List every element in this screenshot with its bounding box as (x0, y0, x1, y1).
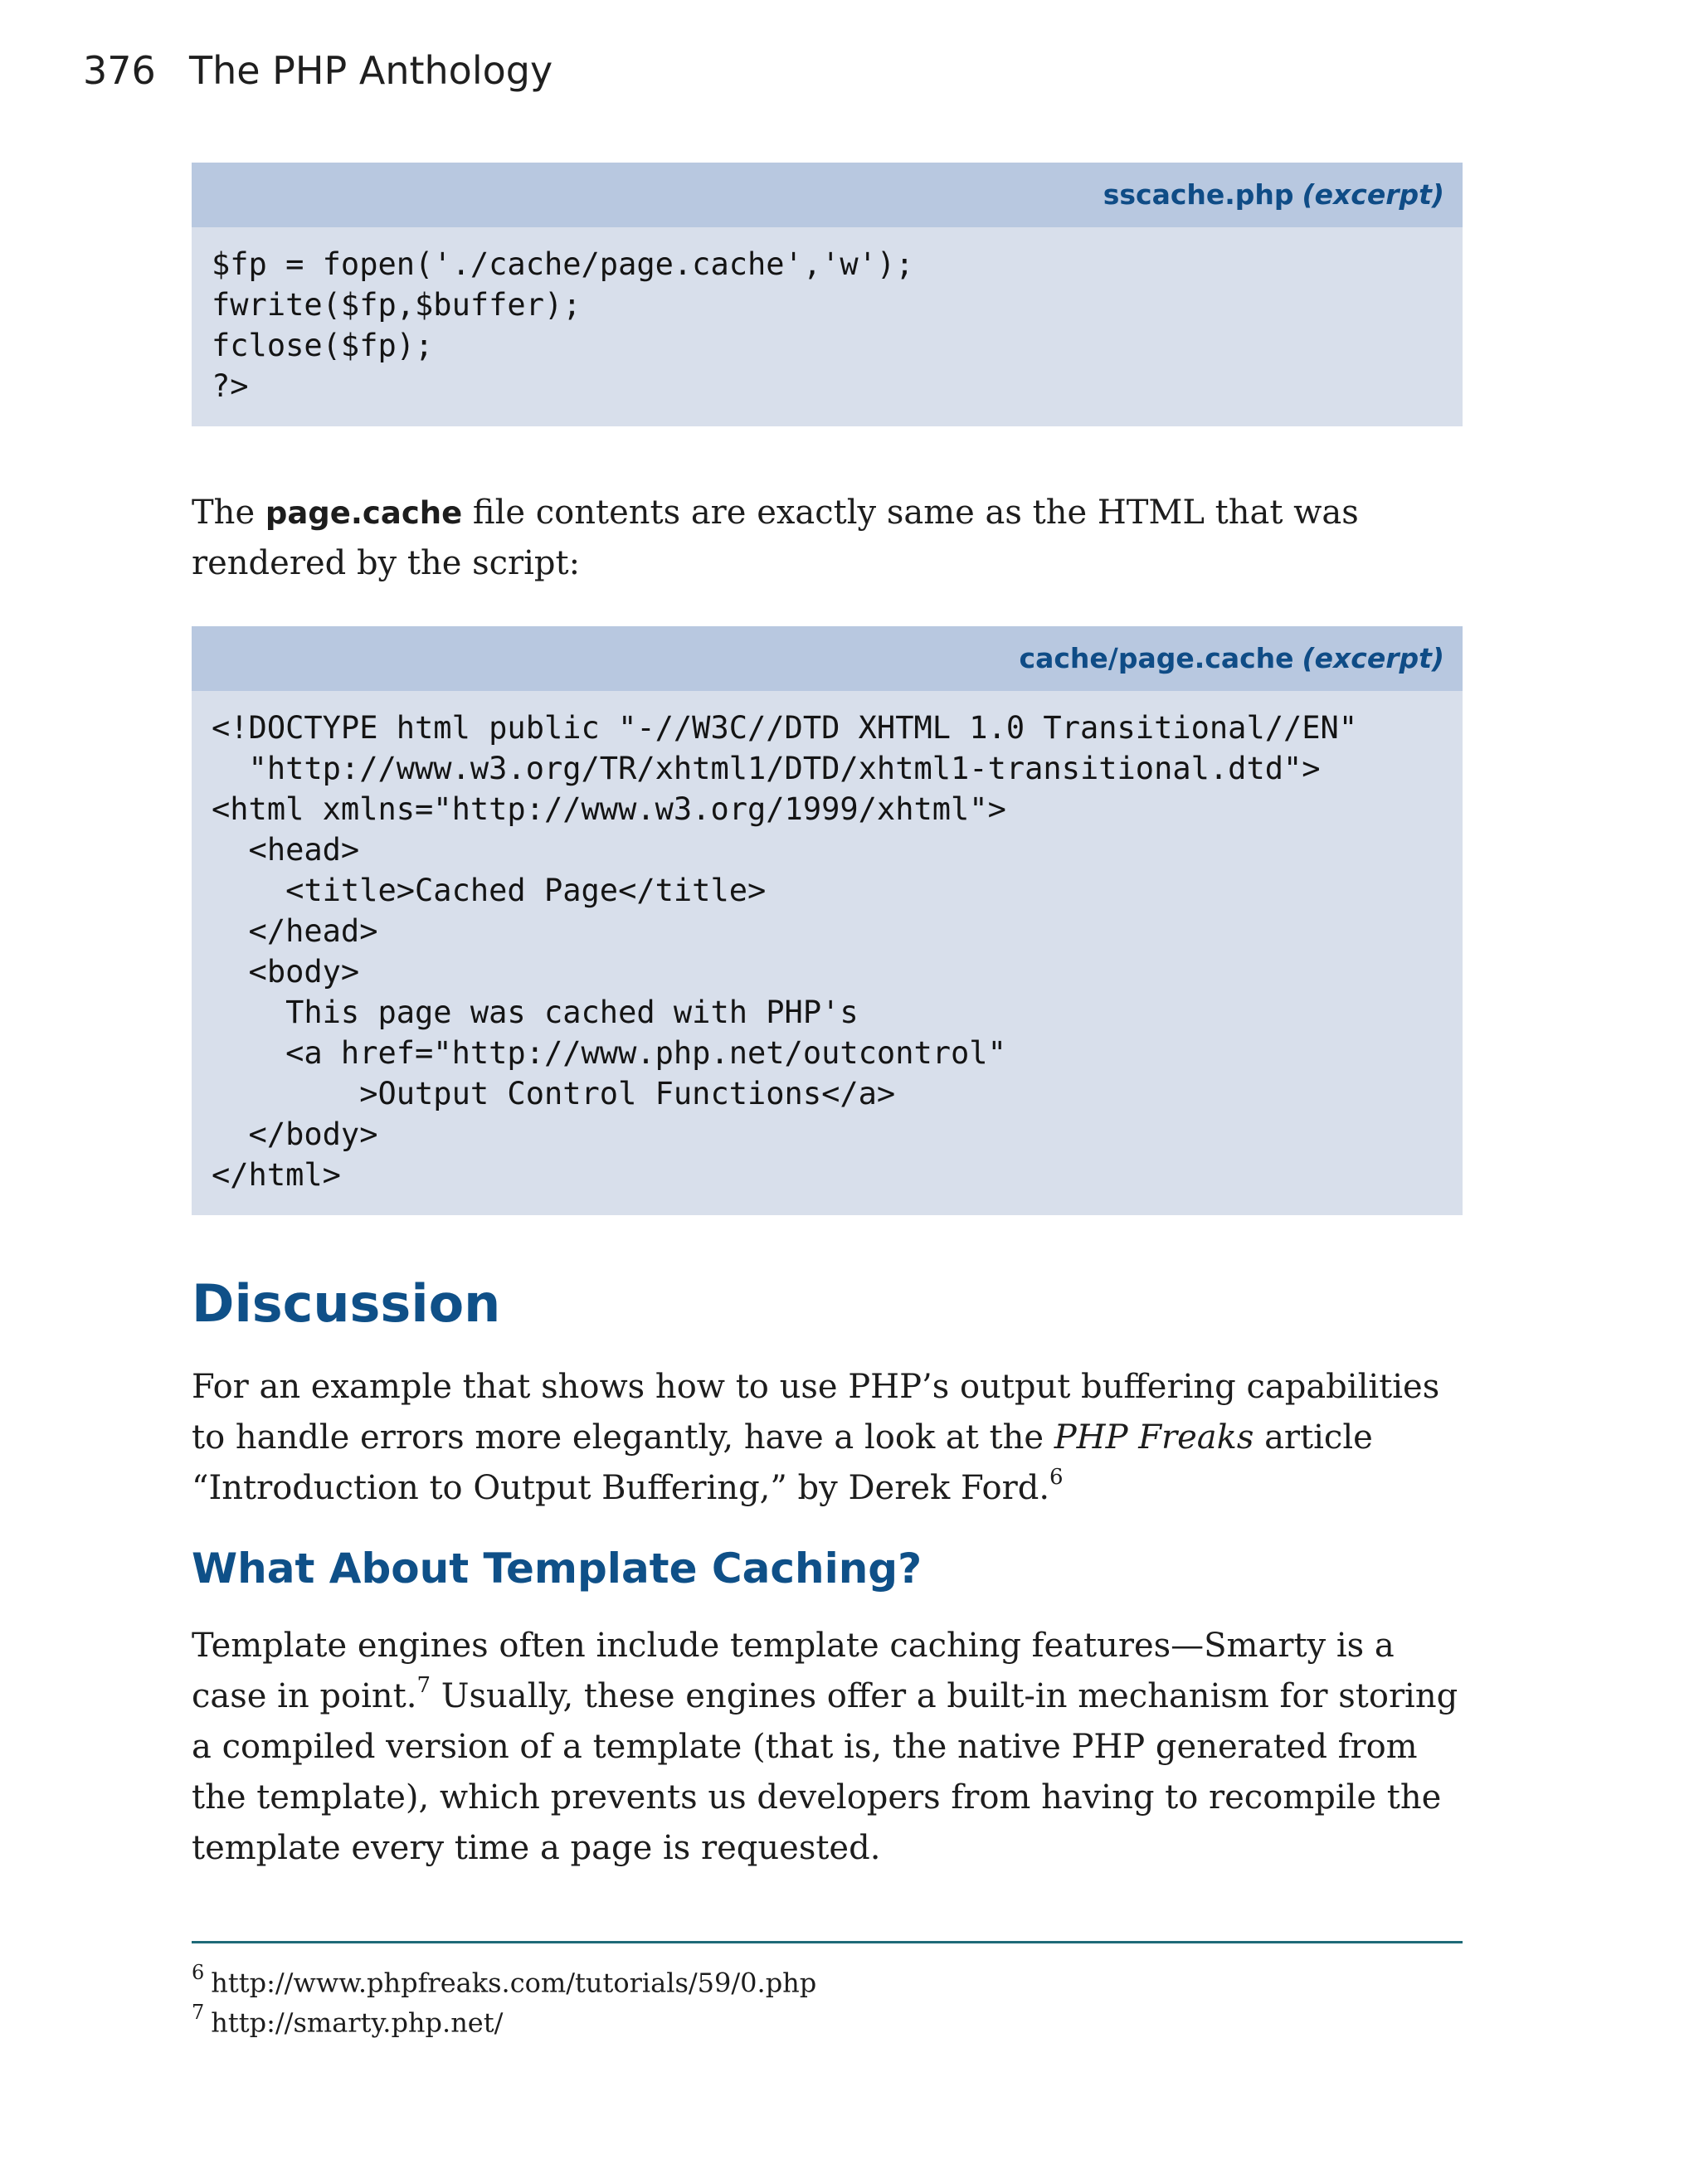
paragraph-text: file contents are exactly same as the HTML that was rendered by the script: (192, 494, 1359, 582)
running-head (83, 48, 553, 93)
book-title: The PHP Anthology (189, 48, 553, 93)
footnote-number: 6 (192, 1961, 205, 1984)
paragraph-text: For an example that shows how to use PHP’s output buffering capabilities to handle errors more elegantly, have a look at the (192, 1368, 1440, 1457)
code-listing-body: <!DOCTYPE html public "-//W3C//DTD XHTML 1.0 Transitional//EN" "http://www.w3.org/TR/xhtml1/DTD/xhtml1-transitional.dtd"> <html xmlns="http://www.w3.org/1999/xhtml"> <head> <title>Cached Page</title> </head> <body> This page was cached with PHP's <a href="http://www.php.net/outcontrol" >Output Control Functions</a> </body> </html> (212, 710, 1358, 1193)
footnote-7 (192, 1999, 503, 2040)
code-listing-header (192, 626, 1463, 691)
footnote-6 (192, 1959, 816, 2000)
code-listing-excerpt-tag: (excerpt) (1302, 642, 1444, 674)
paragraph-discussion (192, 1362, 1464, 1514)
paragraph-page-cache (192, 488, 1464, 589)
page-number: 376 (83, 48, 156, 93)
code-listing-header (192, 163, 1463, 227)
footnote-ref-6[interactable]: 6 (1049, 1464, 1064, 1490)
code-listing-filename: cache/page.cache (1019, 642, 1294, 674)
subsection-heading-template-caching: What About Template Caching? (192, 1544, 923, 1593)
paragraph-template-caching (192, 1621, 1464, 1874)
paragraph-text: Template engines often include template caching features—Smarty is a case in point. (192, 1627, 1395, 1715)
footnote-number: 7 (192, 2001, 205, 2024)
footnote-divider (192, 1941, 1463, 1943)
footnote-url-link[interactable]: http://www.phpfreaks.com/tutorials/59/0.php (211, 1967, 817, 1999)
code-listing-body: $fp = fopen('./cache/page.cache','w'); fwrite($fp,$buffer); fclose($fp); ?> (212, 246, 914, 404)
code-listing-sscache (192, 163, 1463, 426)
code-listing-filename: sscache.php (1103, 178, 1294, 211)
footnote-url-link[interactable]: http://smarty.php.net/ (211, 2006, 504, 2039)
paragraph-text: Usually, these engines offer a built-in mechanism for storing a compiled version of a template (that is, the native PHP generated from the template), which prevents us developers from having to recompile the template every time a page is requested. (192, 1677, 1458, 1867)
paragraph-text: The (192, 494, 265, 532)
section-heading-discussion: Discussion (192, 1273, 501, 1334)
footnote-ref-7[interactable]: 7 (416, 1672, 431, 1698)
code-listing-excerpt-tag: (excerpt) (1302, 178, 1444, 211)
code-listing-page-cache (192, 626, 1463, 1215)
publication-name: PHP Freaks (1054, 1418, 1254, 1457)
inline-filename: page.cache (265, 495, 463, 531)
paragraph-text: article “Introduction to Output Buffering,” by Derek Ford. (192, 1418, 1373, 1507)
